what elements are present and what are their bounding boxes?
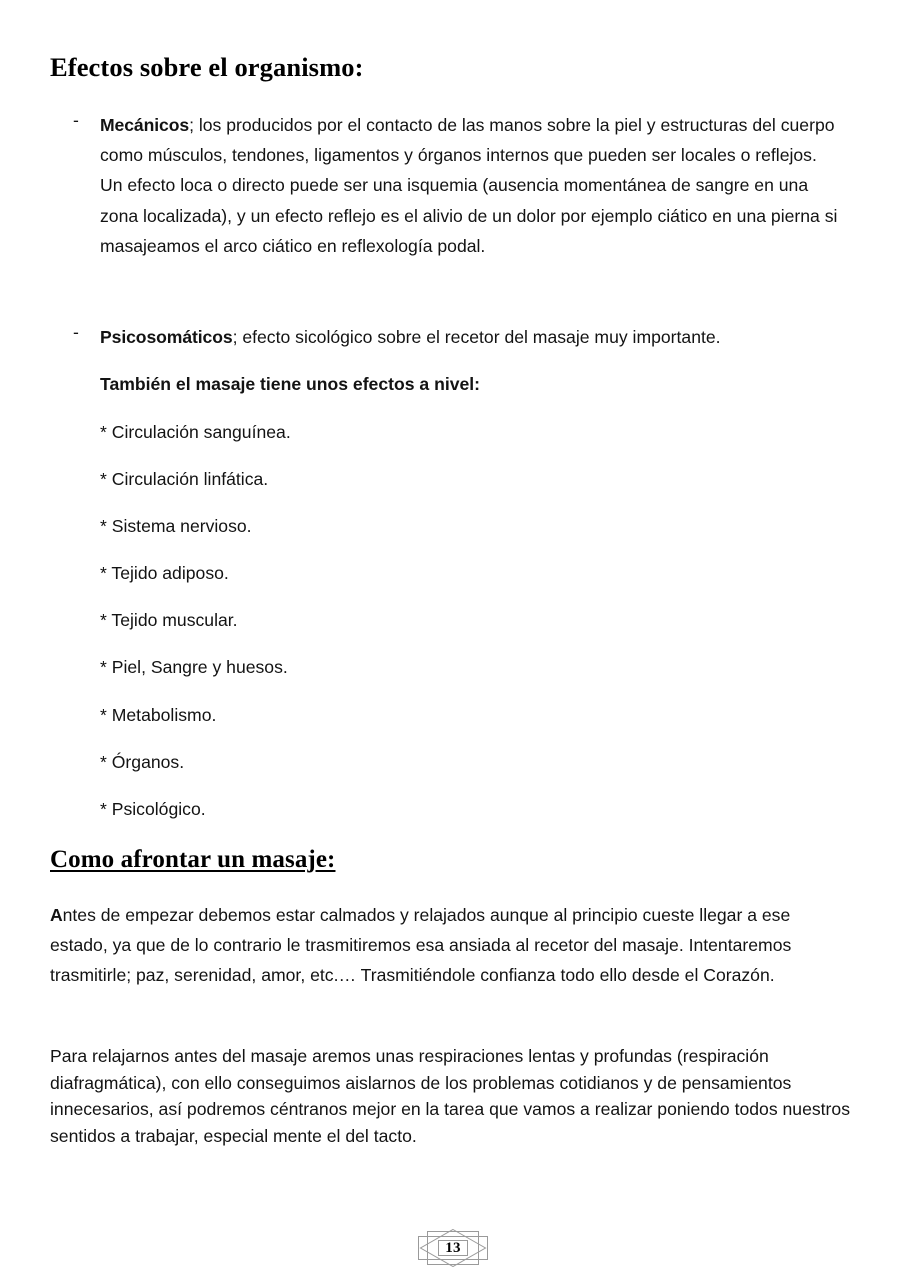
bullet-paragraph-primary xyxy=(100,110,849,170)
paragraph-text: Para relajarnos antes del masaje aremos unas respiraciones lentas y profundas (respiración diafragmática), con ello conseguimos aislarnos de los problemas cotidianos y de pensamientos innecesarios, así podremos céntranos mejor en la tarea que vamos a realizar poniendo todos nuestros sentidos a trabajar, especial mente el del tacto. xyxy=(50,1046,850,1146)
bullet-dash-marker: - xyxy=(73,110,79,130)
paragraph-para-relajarnos xyxy=(50,1043,850,1149)
list-item: * Psicológico. xyxy=(100,799,206,819)
list-item: * Tejido adiposo. xyxy=(100,563,229,583)
list-item: * Circulación sanguínea. xyxy=(100,422,291,442)
paragraph-dropcap-letter: A xyxy=(50,905,63,925)
bullet-dash-marker: - xyxy=(73,322,79,342)
page-number-badge xyxy=(415,1228,491,1268)
list-item: * Sistema nervioso. xyxy=(100,516,252,536)
section-title-como-afrontar: Como afrontar un masaje: xyxy=(50,846,336,873)
bullet-body xyxy=(100,322,849,352)
bullet-body xyxy=(100,110,849,261)
list-item: * Circulación linfática. xyxy=(100,469,269,489)
paragraph-rest: ntes de empezar debemos estar calmados y relajados aunque al principio cueste llegar a ese estado, ya que de lo contrario le trasmitiremos esa ansiada al recetor del masaje. Intentaremos trasmitirle; paz, serenidad, amor, etc.… Trasmitiéndole confianza todo ello desde el Corazón. xyxy=(50,905,792,986)
sublist-title: También el masaje tiene unos efectos a nivel: xyxy=(100,374,481,394)
paragraph-text xyxy=(50,900,850,991)
bullet-lead-rest: ; efecto sicológico sobre el recetor del masaje muy importante. xyxy=(232,327,721,347)
bullet-paragraph-secondary: Un efecto loca o directo puede ser una isquemia (ausencia momentánea de sangre en una zona localizada), y un efecto reflejo es el alivio de un dolor por ejemplo ciático en una pierna si masajeamos el arco ciático en reflexología podal. xyxy=(100,175,838,256)
list-item: * Piel, Sangre y huesos. xyxy=(100,657,288,677)
bullet-lead-rest: ; los producidos por el contacto de las manos sobre la piel y estructuras del cuerpo como músculos, tendones, ligamentos y órganos internos que pueden ser locales o reflejos. xyxy=(100,115,835,166)
page-title: Efectos sobre el organismo: xyxy=(50,52,364,82)
bullet-paragraph-primary xyxy=(100,322,849,352)
paragraph-antes-de-empezar xyxy=(50,900,850,991)
list-item: * Órganos. xyxy=(100,752,185,772)
page-number-label: 13 xyxy=(445,1239,461,1256)
list-item: * Metabolismo. xyxy=(100,705,217,725)
bullet-lead-term: Psicosomáticos xyxy=(100,327,233,347)
list-item: * Tejido muscular. xyxy=(100,610,238,630)
bullet-lead-term: Mecánicos xyxy=(100,115,190,135)
